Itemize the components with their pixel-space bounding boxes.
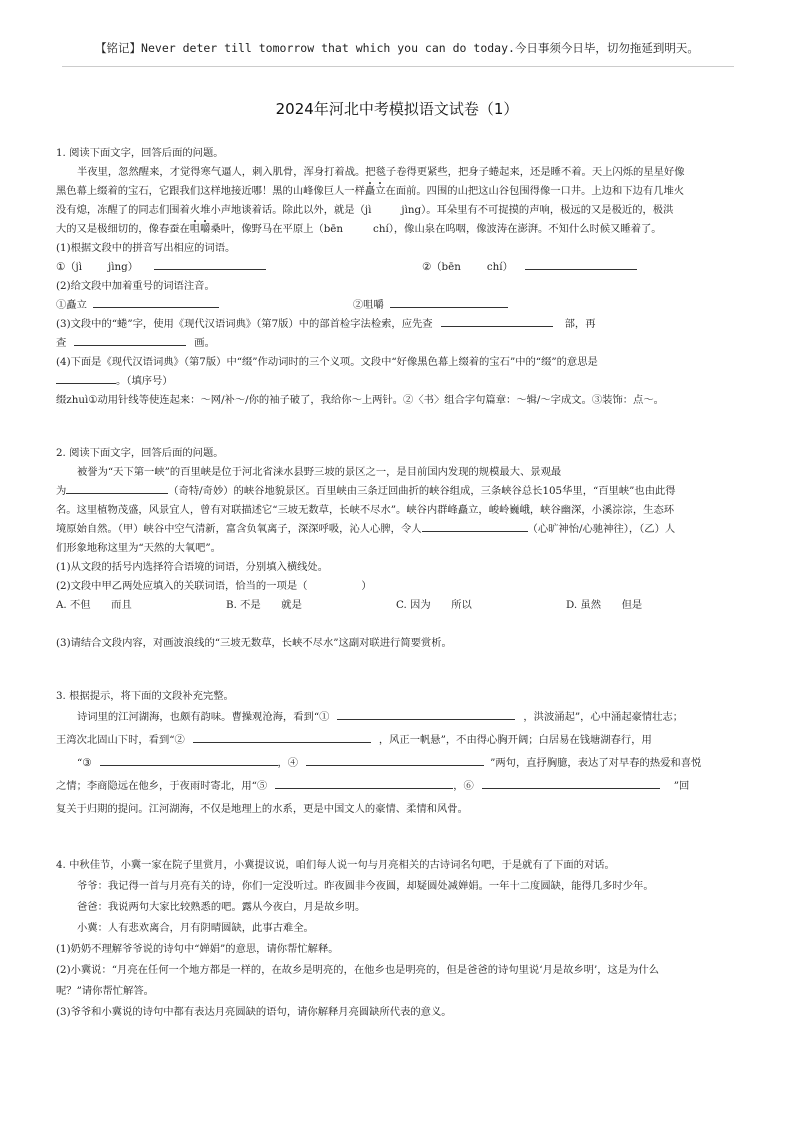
option-a[interactable]: A. 不但 而且 xyxy=(56,599,132,611)
answer-blank[interactable] xyxy=(93,296,219,308)
sub-question: (1)从文段的括号内选择符合语境的词语，分别填入横线处。 xyxy=(56,561,329,573)
answer-blank[interactable] xyxy=(306,754,484,766)
sub-question: 呢？”请你帮忙解答。 xyxy=(56,985,154,997)
question-1-stem: 1. 阅读下面文字，回答后面的问题。 xyxy=(56,147,224,159)
sub-question: (2)文段中甲乙两处应填入的关联词语，恰当的一项是（ ） xyxy=(56,580,372,592)
answer-blank[interactable] xyxy=(337,708,515,720)
question-2-stem: 2. 阅读下面文字，回答后面的问题。 xyxy=(56,447,224,459)
sub-question: 查 画。 xyxy=(56,334,742,353)
question-1 xyxy=(56,144,742,410)
sub-question: (3)爷爷和小冀说的诗句中都有表达月亮圆缺的语句，请你解释月亮圆缺所代表的意义。 xyxy=(56,1006,452,1018)
question-3-stem: 3. 根据提示，将下面的文段补充完整。 xyxy=(56,690,234,702)
sub-question: (2)给文段中加着重号的词语注音。 xyxy=(56,280,215,292)
question-4-stem: 4. 中秋佳节，小冀一家在院子里赏月，小冀提议说，咱们每人说一句与月亮相关的古诗词名句吧，于是就有了下面的对话。 xyxy=(56,859,615,871)
options-row xyxy=(56,596,742,615)
question-4 xyxy=(56,855,742,1023)
option-d[interactable]: D. 虽然 但是 xyxy=(566,599,643,611)
answer-blank[interactable] xyxy=(74,334,186,346)
passage-line: 复关于归期的提问。江河湖海，不仅是地理上的水系，更是中国文人的豪情、柔情和风骨。 xyxy=(56,803,468,815)
header-divider xyxy=(62,66,734,67)
sub-question-answers: ①矗立 ②咀嚼 xyxy=(56,296,742,315)
passage-line: 被誉为“天下第一峡”的百里峡是位于河北省涞水县野三坡的景区之一，是目前国内发现的规模最大、景观最 xyxy=(77,466,562,478)
sub-question: (2)小冀说：“月亮在任何一个地方都是一样的，在故乡是明亮的，在他乡也是明亮的，但是爸爸的诗句里说‘月是故乡明’，这是为什么 xyxy=(56,964,660,976)
exam-body xyxy=(56,144,742,1023)
dialogue-line: 爸爸：我说两句大家比较熟悉的吧。露从今夜白，月是故乡明。 xyxy=(77,901,366,913)
sub-question: (4)下面是《现代汉语词典》（第7版）中“缀”作动词时的三个义项。文段中“好像黑色幕上缀着的宝石”中的“缀”的意思是 xyxy=(56,356,598,368)
sub-question: (3)文段中的“蜷”字，使用《现代汉语词典》（第7版）中的部首检字法检索，应先查 部，再 xyxy=(56,315,742,334)
question-2 xyxy=(56,444,742,653)
answer-blank[interactable] xyxy=(193,731,371,743)
sub-question: (1)奶奶不理解爷爷说的诗句中“婵娟”的意思，请你帮忙解释。 xyxy=(56,943,339,955)
sub-question: (3)请结合文段内容，对画波浪线的“三坡无数草，长峡不尽水”这副对联进行简要赏析。 xyxy=(56,637,452,649)
answer-blank[interactable] xyxy=(154,258,266,270)
passage-line: 没有熄，冻醒了的同志们围着火堆小声地谈着话。除此以外，就是（jì jìng）。耳朵里有不可捉摸的声响，极远的又是极近的，极洪 xyxy=(56,204,674,216)
emphasis-char: 咀 xyxy=(189,223,201,235)
answer-blank[interactable] xyxy=(422,520,528,532)
answer-blank[interactable] xyxy=(56,372,116,384)
emphasis-char: 立 xyxy=(375,185,386,197)
emphasis-char: 矗 xyxy=(364,185,376,197)
page-title: 2024年河北中考模拟语文试卷（1） xyxy=(275,100,519,118)
answer-blank[interactable] xyxy=(525,258,637,270)
passage-line: 为 （奇特/奇妙）的峡谷地貌景区。百里峡由三条迂回曲折的峡谷组成，三条峡谷总长105华里，“百里峡”也由此得 xyxy=(56,482,742,501)
answer-blank[interactable] xyxy=(100,754,278,766)
passage-line: 半夜里，忽然醒来，才觉得寒气逼人，刺入肌骨，浑身打着战。把毯子卷得更紧些，把身子蜷起来，还是睡不着。天上闪烁的星星好像 xyxy=(77,166,685,178)
sub-question: 。（填序号） xyxy=(56,372,742,391)
dictionary-entry: 缀zhuì①动用针线等使连起来：～网/补～/你的袖子破了，我给你～上两针。②〈书〉组合字句篇章：～辑/～字成文。③装饰：点～。 xyxy=(56,394,664,406)
dialogue-line: 小冀：人有悲欢离合，月有阴晴圆缺，此事古难全。 xyxy=(77,922,314,934)
answer-blank[interactable] xyxy=(441,315,553,327)
passage-line: 王湾次北固山下时，看到“② ，风正一帆悬”，不由得心胸开阔；白居易在钱塘湖春行，用 xyxy=(56,729,742,752)
motto-banner: 【铭记】Never deter till tomorrow that which you can do today.今日事须今日毕，切勿拖延到明天。 xyxy=(95,41,699,55)
option-c[interactable]: C. 因为 所以 xyxy=(396,599,472,611)
emphasis-char: 嚼 xyxy=(200,223,211,235)
passage-line: 名。这里植物茂盛，风景宜人，曾有对联描述它“三坡无数草，长峡不尽水”。峡谷内群峰矗立，峻岭巍峨，峡谷幽深，小溪淙淙，生态环 xyxy=(56,504,675,516)
passage-line: 黑色幕上缀着的宝石，它跟我们这样地接近哪！黑的山峰像巨人一样矗立在面前。四围的山把这山谷包围得像一口井。上边和下边有几堆火 xyxy=(56,185,685,197)
answer-blank[interactable] xyxy=(66,482,168,494)
answer-blank[interactable] xyxy=(390,296,508,308)
answer-blank[interactable] xyxy=(482,777,660,789)
passage-line: 们形象地称这里为“天然的大氧吧”。 xyxy=(56,542,221,554)
passage-line: “③ ，④ ”两句，直抒胸臆，表达了对早春的热爱和喜悦 xyxy=(56,752,742,775)
passage-line: 境原始自然。（甲）峡谷中空气清新，富含负氧离子，深深呼吸，沁人心脾，令人 （心旷神怡/心驰神往），（乙）人 xyxy=(56,520,742,539)
question-3 xyxy=(56,687,742,821)
sub-question-answers: ①（jì jìng） ②（bēn chí） xyxy=(56,258,742,277)
dialogue-line: 爷爷：我记得一首与月亮有关的诗，你们一定没听过。昨夜圆非今夜圆，却疑圆处减婵娟。一年十二度圆缺，能得几多时少年。 xyxy=(77,880,654,892)
option-b[interactable]: B. 不是 就是 xyxy=(226,599,302,611)
passage-line: 之情；李商隐远在他乡，于夜雨时寄北，用“⑤ ，⑥ ”回 xyxy=(56,775,742,798)
sub-question: (1)根据文段中的拼音写出相应的词语。 xyxy=(56,242,236,254)
passage-line: 大的又是极细切的，像春蚕在咀嚼桑叶，像野马在平原上（bēn chí），像山泉在呜咽，像波涛在澎湃。不知什么时候又睡着了。 xyxy=(56,223,662,235)
answer-blank[interactable] xyxy=(275,777,453,789)
passage-line: 诗词里的江河湖海，也颇有韵味。曹操观沧海，看到“① ，洪波涌起”，心中涌起豪情壮志； xyxy=(56,706,742,729)
